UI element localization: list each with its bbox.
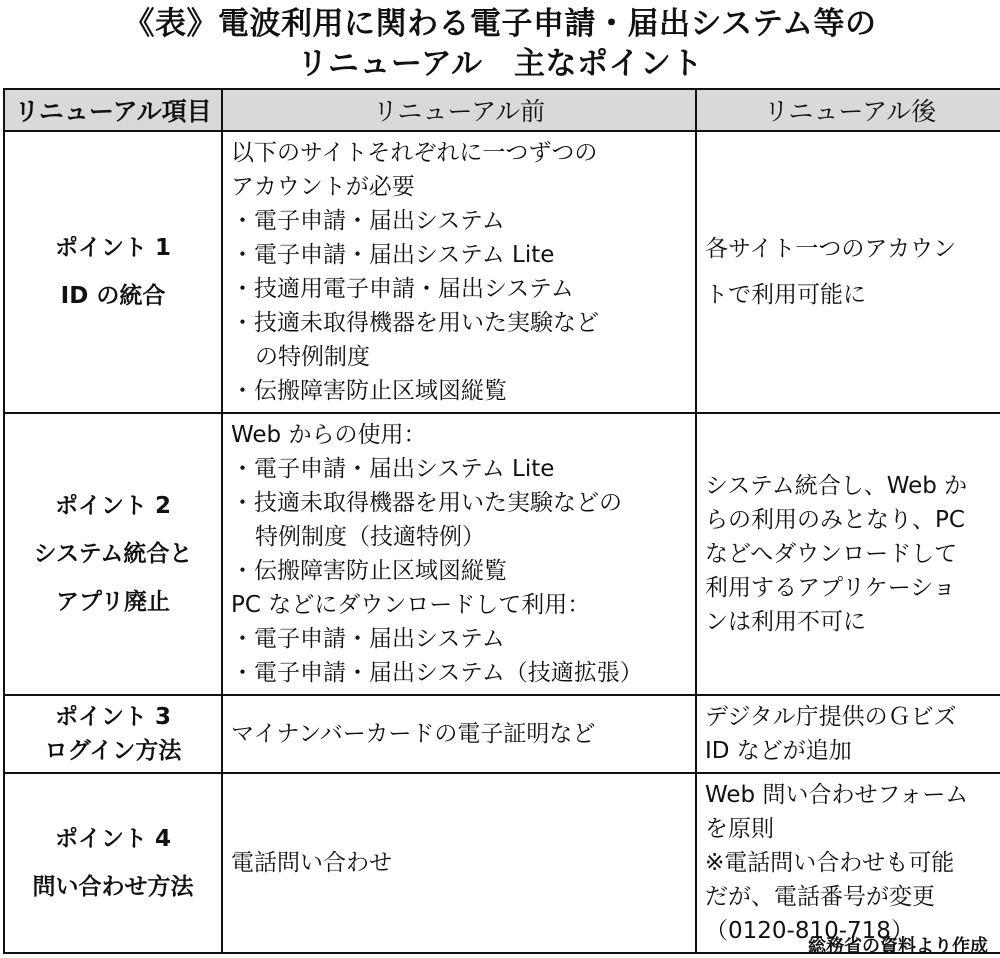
before-line: PC などにダウンロードして利用： [231, 592, 591, 618]
after-line: だが、電話番号が変更 [705, 884, 935, 910]
after-cell [696, 131, 1000, 413]
before-line: ・技適未取得機器を用いた実験などの [231, 490, 622, 516]
point-label: ポイント 4 [54, 826, 171, 852]
before-line: ・技適未取得機器を用いた実験など [231, 310, 599, 336]
before-line: ・電子申請・届出システム Lite [231, 456, 555, 482]
after-line: システム統合し、Web か [705, 473, 968, 499]
before-line: ・電子申請・届出システム [231, 208, 505, 234]
after-line: ンは利用不可に [705, 609, 866, 635]
before-cell [222, 413, 696, 695]
title-line-1: 《表》電波利用に関わる電子申請・届出システム等の [123, 6, 877, 42]
point-label: ポイント 2 [54, 493, 171, 519]
before-line: 特例制度（技適特例） [255, 524, 485, 550]
after-line: 各サイト一つのアカウン [705, 236, 957, 262]
before-line: 以下のサイトそれぞれに一つずつの [231, 140, 598, 166]
point-title: ID の統合 [60, 283, 166, 309]
point-title: 問い合わせ方法 [32, 874, 194, 900]
after-line: トで利用可能に [705, 282, 866, 308]
after-cell [696, 413, 1000, 695]
row-item-cell [4, 695, 222, 773]
before-line: マイナンバーカードの電子証明など [231, 721, 596, 747]
before-line: アカウントが必要 [231, 174, 415, 200]
after-line: デジタル庁提供のＧビズ [705, 704, 957, 730]
table-row [4, 773, 1000, 953]
before-line: ・電子申請・届出システム [231, 626, 505, 652]
header-after: リニューアル後 [696, 89, 1000, 131]
row-item-cell [4, 131, 222, 413]
point-label: ポイント 3 [54, 704, 171, 730]
before-cell [222, 131, 696, 413]
before-line: ・伝搬障害防止区域図縦覧 [231, 558, 507, 584]
renewal-points-table [3, 88, 1000, 954]
before-line: ・電子申請・届出システム（技適拡張） [231, 660, 643, 686]
after-line: Web 問い合わせフォーム [705, 782, 969, 808]
before-line: Web からの使用： [231, 422, 427, 448]
after-cell [696, 773, 1000, 953]
row-item-cell [4, 773, 222, 953]
before-line: ・伝搬障害防止区域図縦覧 [231, 378, 507, 404]
table-row [4, 695, 1000, 773]
point-title: ログイン方法 [44, 738, 182, 764]
header-item: リニューアル項目 [4, 89, 222, 131]
after-cell [696, 695, 1000, 773]
source-note: 総務省の資料より作成 [808, 936, 988, 957]
before-line: ・技適用電子申請・届出システム [231, 276, 574, 302]
table-header-row [4, 89, 1000, 131]
point-title: システム統合と [33, 541, 193, 567]
before-cell [222, 695, 696, 773]
table-row [4, 131, 1000, 413]
before-line: ・電子申請・届出システム Lite [231, 242, 555, 268]
row-item-cell [4, 413, 222, 695]
before-cell [222, 773, 696, 953]
after-line: などへダウンロードして [705, 541, 958, 567]
after-line: ※電話問い合わせも可能 [705, 850, 955, 876]
after-line: （0120-810-718） [705, 918, 914, 944]
page-title [0, 4, 1000, 84]
title-line-2: リニューアル 主なポイント [296, 46, 704, 82]
point-title: アプリ廃止 [55, 589, 171, 615]
after-line: ID などが追加 [705, 738, 852, 764]
point-label: ポイント 1 [54, 235, 171, 261]
after-line: を原則 [705, 816, 774, 842]
table-row [4, 413, 1000, 695]
after-line: らの利用のみとなり、PC [705, 507, 965, 533]
after-line: 利用するアプリケーショ [705, 575, 956, 601]
before-line: 電話問い合わせ [231, 850, 392, 876]
header-before: リニューアル前 [222, 89, 696, 131]
before-line: の特例制度 [255, 344, 370, 370]
